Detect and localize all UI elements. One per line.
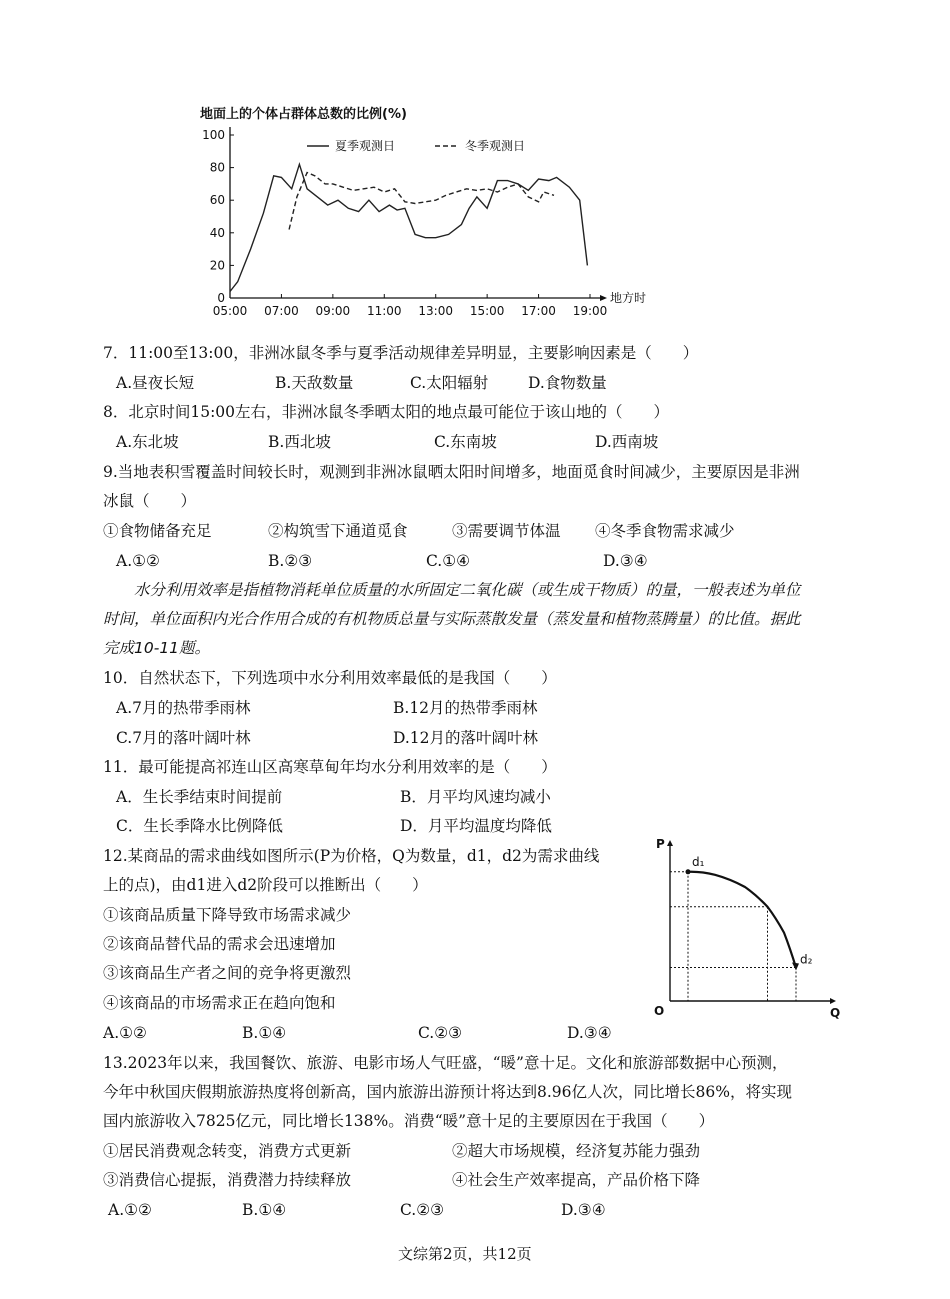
chart2-d2-label: d₂ (800, 952, 813, 967)
q9-option-c[interactable]: C.①④ (426, 552, 471, 570)
q13-item-2: ②超大市场规模，经济复苏能力强劲 (452, 1142, 701, 1160)
chart1-y-tick-label: 0 (217, 291, 225, 305)
chart2-d1-label: d₁ (692, 854, 705, 869)
chart2-p-label: P (656, 837, 665, 851)
chart1-title: 地面上的个体占群体总数的比例(%) (200, 107, 407, 122)
q8-option-a[interactable]: A.东北坡 (116, 433, 179, 451)
chart1-y-tick-label: 60 (209, 193, 225, 208)
demand-curve-chart (648, 837, 841, 1020)
chart2-p-arrow (667, 840, 673, 846)
q12-stem-line2: 上的点)，由d1进入d2阶段可以推断出（ ） (103, 876, 428, 894)
chart1-y-tick-label: 100 (202, 128, 225, 142)
chart1-y-tick-label: 20 (209, 258, 225, 273)
q7-option-a[interactable]: A.昼夜长短 (116, 374, 195, 392)
q13-stem-line1: 13.2023年以来，我国餐饮、旅游、电影市场人气旺盛，“暖”意十足。文化和旅游部数据中心预测， (103, 1054, 788, 1072)
q13-option-c[interactable]: C.②③ (400, 1201, 445, 1219)
passage-line2: 时间，单位面积内光合作用合成的有机物质总量与实际蒸散发量（蒸发量和植物蒸腾量）的比值。据此 (103, 610, 801, 628)
q9-item-2: ②构筑雪下通道觅食 (268, 522, 408, 540)
q12-option-b[interactable]: B.①④ (242, 1024, 287, 1042)
q9-stem-line2: 冰鼠（ ） (103, 492, 197, 510)
q10-option-a[interactable]: A.7月的热带季雨林 (116, 699, 251, 717)
chart1-series-summer (230, 164, 587, 291)
chart1-series-winter (289, 173, 554, 230)
passage-line3: 完成10-11题。 (103, 639, 211, 657)
chart2-point-d1 (686, 869, 691, 874)
q12-option-d[interactable]: D.③④ (567, 1024, 612, 1042)
chart1-y-tick-label: 40 (209, 225, 225, 240)
q8-option-d[interactable]: D.西南坡 (595, 433, 659, 451)
q12-item-3: ③该商品生产者之间的竞争将更激烈 (103, 964, 352, 982)
q9-option-b[interactable]: B.②③ (268, 552, 313, 570)
q7-option-b[interactable]: B.天敌数量 (275, 374, 354, 392)
chart1-x-axis-label: 地方时 (610, 291, 647, 305)
chart1-x-tick-label: 15:00 (469, 304, 505, 318)
passage-line1: 水分利用效率是指植物消耗单位质量的水所固定二氧化碳（或生成干物质）的量，一般表述为单位 (134, 581, 801, 599)
q10-option-c[interactable]: C.7月的落叶阔叶林 (116, 729, 251, 747)
q9-item-1: ①食物储备充足 (103, 522, 212, 540)
q12-stem-line1: 12.某商品的需求曲线如图所示(P为价格，Q为数量，d1，d2为需求曲线 (103, 847, 600, 865)
q9-item-3: ③需要调节体温 (452, 522, 561, 540)
q9-stem-line1: 9.当地表积雪覆盖时间较长时，观测到非洲冰鼠晒太阳时间增多，地面觅食时间减少，主要原因是非洲 (103, 463, 800, 481)
q13-item-4: ④社会生产效率提高，产品价格下降 (452, 1171, 701, 1189)
q9-item-4: ④冬季食物需求减少 (595, 522, 735, 540)
q13-option-b[interactable]: B.①④ (242, 1201, 287, 1219)
legend-winter-label: 冬季观测日 (465, 139, 526, 153)
page-footer: 文综第2页，共12页 (398, 1245, 532, 1263)
q7-option-d[interactable]: D.食物数量 (528, 374, 607, 392)
q7-option-c[interactable]: C.太阳辐射 (410, 374, 489, 392)
q12-option-a[interactable]: A.①② (103, 1024, 147, 1042)
chart1-x-arrow (600, 295, 607, 301)
q11-option-c[interactable]: C．生长季降水比例降低 (116, 817, 283, 835)
q10-stem: 10．自然状态下，下列选项中水分利用效率最低的是我国（ ） (103, 669, 557, 687)
chart1-x-tick-label: 19:00 (572, 304, 608, 318)
q11-option-a[interactable]: A．生长季结束时间提前 (116, 788, 283, 806)
q9-option-d[interactable]: D.③④ (603, 552, 648, 570)
q7-stem: 7．11:00至13:00，非洲冰鼠冬季与夏季活动规律差异明显，主要影响因素是（ ） (103, 344, 699, 362)
q12-item-4: ④该商品的市场需求正在趋向饱和 (103, 994, 336, 1012)
chart1-x-tick-label: 17:00 (521, 304, 556, 318)
q13-item-1: ①居民消费观念转变，消费方式更新 (103, 1142, 352, 1160)
chart1-x-tick-label: 11:00 (366, 304, 402, 318)
chart2-point-d2-arrow (792, 963, 799, 971)
activity-line-chart (195, 100, 665, 330)
q11-option-b[interactable]: B．月平均风速均减小 (400, 788, 551, 806)
chart2-origin-label: O (654, 1004, 665, 1018)
q13-stem-line3: 国内旅游收入7825亿元，同比增长138%。消费“暖”意十足的主要原因在于我国（ ） (103, 1112, 715, 1130)
chart1-x-tick-label: 07:00 (264, 304, 299, 318)
chart2-q-arrow (830, 998, 836, 1004)
legend-summer-label: 夏季观测日 (335, 139, 396, 153)
chart2-q-label: Q (830, 1006, 841, 1020)
q8-option-c[interactable]: C.东南坡 (434, 433, 497, 451)
q8-stem: 8．北京时间15:00左右，非洲冰鼠冬季晒太阳的地点最可能位于该山地的（ ） (103, 403, 670, 421)
chart1-x-tick-label: 05:00 (212, 304, 248, 318)
q13-option-d[interactable]: D.③④ (561, 1201, 606, 1219)
q13-option-a[interactable]: A.①② (108, 1201, 152, 1219)
demand-curve (688, 872, 796, 968)
q12-option-c[interactable]: C.②③ (418, 1024, 463, 1042)
chart1-x-tick-label: 13:00 (418, 304, 454, 318)
q13-item-3: ③消费信心提振，消费潜力持续释放 (103, 1171, 352, 1189)
q8-option-b[interactable]: B.西北坡 (268, 433, 331, 451)
q11-stem: 11．最可能提高祁连山区高寒草甸年均水分利用效率的是（ ） (103, 758, 557, 776)
q12-item-1: ①该商品质量下降导致市场需求减少 (103, 906, 352, 924)
q10-option-d[interactable]: D.12月的落叶阔叶林 (393, 729, 539, 747)
chart1-y-tick-label: 80 (209, 160, 225, 175)
q10-option-b[interactable]: B.12月的热带季雨林 (393, 699, 538, 717)
chart1-x-tick-label: 09:00 (315, 304, 351, 318)
q13-stem-line2: 今年中秋国庆假期旅游热度将创新高，国内旅游出游预计将达到8.96亿人次，同比增长86%，将实现 (103, 1083, 792, 1101)
q11-option-d[interactable]: D．月平均温度均降低 (400, 817, 552, 835)
q9-option-a[interactable]: A.①② (116, 552, 160, 570)
q12-item-2: ②该商品替代品的需求会迅速增加 (103, 935, 336, 953)
